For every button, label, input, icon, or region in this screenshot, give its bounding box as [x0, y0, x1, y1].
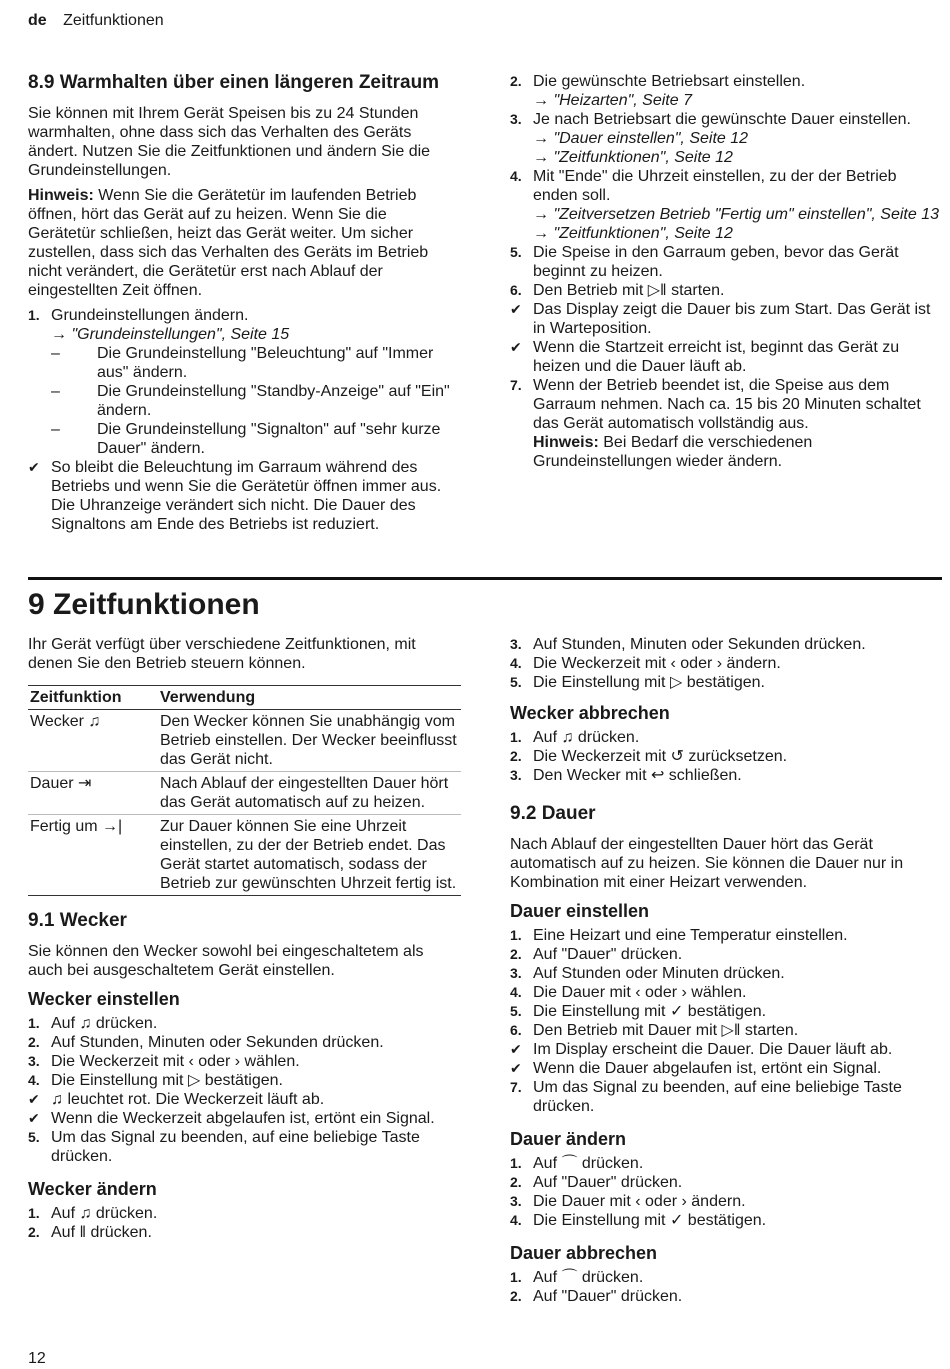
cross-reference: → "Grundeinstellungen", Seite 15 [51, 326, 290, 343]
subheading: Wecker einstellen [28, 989, 180, 1009]
step: 2. Auf "Dauer" drücken. [510, 1288, 683, 1305]
step: 1. Auf ♫ drücken. [510, 729, 640, 746]
step: 4. Die Einstellung mit ▷ bestätigen. [28, 1072, 283, 1089]
step: 2. Auf "Dauer" drücken. [510, 1174, 683, 1191]
step: 1. Auf ♫ drücken. [28, 1205, 158, 1222]
table-row: Fertig um →| Zur Dauer können Sie eine Uhrzeit einstellen, zu der der Betrieb endet. Das Gerät startet automatisch, sodass der Betrieb zur gewünschten Uhrzeit fertig ist. [28, 815, 461, 896]
section-heading-9-1: 9.1 Wecker [28, 910, 127, 931]
section-heading-9-2: 9.2 Dauer [510, 803, 596, 824]
running-header [28, 12, 164, 30]
section-8-9-left [28, 72, 458, 534]
check-icon: ✔ [510, 1041, 522, 1057]
step: 5. Die Einstellung mit ✓ bestätigen. [510, 1003, 767, 1020]
section-heading-8-9: 8.9 Warmhalten über einen längeren Zeitraum [28, 72, 440, 93]
table-row: Dauer ⇥ Nach Ablauf der eingestellten Dauer hört das Gerät automatisch auf zu heizen. [28, 772, 461, 815]
step: 3. Die Dauer mit ‹ oder › ändern. [510, 1193, 746, 1210]
step: 1. Grundeinstellungen ändern. [28, 307, 249, 324]
check-icon: ✔ [28, 1091, 40, 1107]
step: 2. Auf ‖ drücken. [28, 1224, 152, 1241]
table-header: Zeitfunktion Verwendung [28, 686, 461, 710]
subheading: Dauer ändern [510, 1129, 627, 1149]
result-item: ✔ Das Display zeigt die Dauer bis zum Start. Das Gerät ist in Warteposition. [510, 301, 931, 337]
section-intro: Nach Ablauf der eingestellten Dauer hört das Gerät automatisch auf zu heizen. Sie können die Dauer nur in Kombination mit einer Heizart verwenden. [510, 836, 904, 891]
step: 7. Um das Signal zu beenden, auf eine beliebige Taste drücken. [510, 1079, 902, 1115]
step: 2. Die gewünschte Betriebsart einstellen. [510, 73, 806, 90]
result-item: ✔ Im Display erscheint die Dauer. Die Dauer läuft ab. [510, 1041, 893, 1058]
hint-text: Wenn Sie die Gerätetür im laufenden Betrieb öffnen, hört das Gerät auf zu heizen. Wenn Sie die Gerätetür schließen, heizt das Gerät weiter. Um sicher zustellen, dass sich das Verhalten des Geräts im Betrieb nicht verändert, die Gerätetür erst nach Ablauf der eingestellten Zeit öffnen. [28, 187, 429, 299]
subheading: Wecker ändern [28, 1179, 157, 1199]
chapter-divider [28, 577, 942, 580]
step: 1. Eine Heizart und eine Temperatur einstellen. [510, 927, 848, 944]
page-number: 12 [28, 1350, 46, 1367]
intro-paragraph: Sie können mit Ihrem Gerät Speisen bis zu 24 Stunden warmhalten, ohne dass sich das Verhalten des Geräts ändert. Nutzen Sie die Zeitfunktionen und ändern Sie die Grundeinstellungen. [28, 105, 431, 179]
check-icon: ✔ [510, 339, 522, 355]
step: 1. Auf ⌒ drücken. [510, 1269, 644, 1286]
language-code: de [28, 12, 47, 29]
subheading: Wecker abbrechen [510, 703, 670, 723]
result-item: ✔ ♫ leuchtet rot. Die Weckerzeit läuft ab. [28, 1091, 325, 1108]
result-item: ✔ So bleibt die Beleuchtung im Garraum während des Betriebs und wenn Sie die Gerätetür öffnen immer aus. Die Uhranzeige verändert sich nicht. Die Dauer des Signaltons am Ende des Betriebs ist reduziert. [28, 459, 442, 533]
step: 7. Wenn der Betrieb beendet ist, die Speise aus dem Garraum nehmen. Nach ca. 15 bis 20 Minuten schaltet das Gerät automatisch vollständig aus. [510, 377, 921, 432]
result-item: ✔ Wenn die Weckerzeit abgelaufen ist, ertönt ein Signal. [28, 1110, 435, 1127]
chapter-intro: Ihr Gerät verfügt über verschiedene Zeitfunktionen, mit denen Sie den Betrieb steuern können. [28, 636, 416, 672]
result-item: ✔ Wenn die Startzeit erreicht ist, beginnt das Gerät zu heizen und die Dauer läuft ab. [510, 339, 900, 375]
step: 5. Die Einstellung mit ▷ bestätigen. [510, 674, 765, 691]
step: 4. Die Dauer mit ‹ oder › wählen. [510, 984, 747, 1001]
cross-reference: → "Heizarten", Seite 7 [533, 92, 692, 109]
hint-paragraph: Hinweis: Bei Bedarf die verschiedenen Grundeinstellungen wieder ändern. [533, 434, 813, 470]
subheading: Dauer einstellen [510, 901, 650, 921]
chapter-9-right [510, 635, 942, 1306]
subheading: Dauer abbrechen [510, 1243, 658, 1263]
step: 3. Die Weckerzeit mit ‹ oder › wählen. [28, 1053, 300, 1070]
chapter-9-left [28, 635, 461, 1242]
step: 1. Auf ♫ drücken. [28, 1015, 158, 1032]
dash-item: – Die Grundeinstellung "Standby-Anzeige" auf "Ein" ändern. [51, 383, 450, 419]
table-row: Wecker ♫ Den Wecker können Sie unabhängig vom Betrieb einstellen. Der Wecker beeinflusst das Gerät nicht. [28, 710, 461, 772]
step: 4. Die Weckerzeit mit ‹ oder › ändern. [510, 655, 781, 672]
step: 3. Auf Stunden oder Minuten drücken. [510, 965, 785, 982]
step: 6. Den Betrieb mit ▷‖ starten. [510, 282, 725, 299]
cross-reference: → "Dauer einstellen", Seite 12 [533, 130, 749, 147]
section-intro: Sie können den Wecker sowohl bei eingeschaltetem als auch bei ausgeschaltetem Gerät einstellen. [28, 943, 424, 979]
check-icon: ✔ [28, 1110, 40, 1126]
cross-reference: → "Zeitfunktionen", Seite 12 [533, 225, 733, 242]
step: 5. Um das Signal zu beenden, auf eine beliebige Taste drücken. [28, 1129, 420, 1165]
result-item: ✔ Wenn die Dauer abgelaufen ist, ertönt ein Signal. [510, 1060, 882, 1077]
hint-label: Hinweis: [28, 187, 94, 204]
step: 3. Auf Stunden, Minuten oder Sekunden drücken. [510, 636, 866, 653]
header-title: Zeitfunktionen [63, 12, 164, 29]
section-8-9-right [510, 72, 940, 471]
check-icon: ✔ [510, 1060, 522, 1076]
step: 2. Auf Stunden, Minuten oder Sekunden drücken. [28, 1034, 384, 1051]
step: 2. Die Weckerzeit mit ↺ zurücksetzen. [510, 748, 788, 765]
dash-item: – Die Grundeinstellung "Signalton" auf "sehr kurze Dauer" ändern. [51, 421, 441, 457]
check-icon: ✔ [28, 459, 40, 475]
time-functions-table [28, 685, 461, 896]
step: 3. Den Wecker mit ↩ schließen. [510, 767, 742, 784]
step: 3. Je nach Betriebsart die gewünschte Dauer einstellen. [510, 111, 911, 128]
dash-item: – Die Grundeinstellung "Beleuchtung" auf "Immer aus" ändern. [51, 345, 434, 381]
check-icon: ✔ [510, 301, 522, 317]
step: 1. Auf ⌒ drücken. [510, 1155, 644, 1172]
step: 4. Die Einstellung mit ✓ bestätigen. [510, 1212, 767, 1229]
hint-paragraph [28, 186, 458, 300]
step: 2. Auf "Dauer" drücken. [510, 946, 683, 963]
step: 5. Die Speise in den Garraum geben, bevor das Gerät beginnt zu heizen. [510, 244, 899, 280]
step: 6. Den Betrieb mit Dauer mit ▷‖ starten. [510, 1022, 799, 1039]
cross-reference: → "Zeitversetzen Betrieb "Fertig um" einstellen", Seite 13 [533, 206, 940, 223]
cross-reference: → "Zeitfunktionen", Seite 12 [533, 149, 733, 166]
chapter-heading: 9 Zeitfunktionen [28, 588, 260, 621]
step: 4. Mit "Ende" die Uhrzeit einstellen, zu der der Betrieb enden soll. [510, 168, 897, 204]
